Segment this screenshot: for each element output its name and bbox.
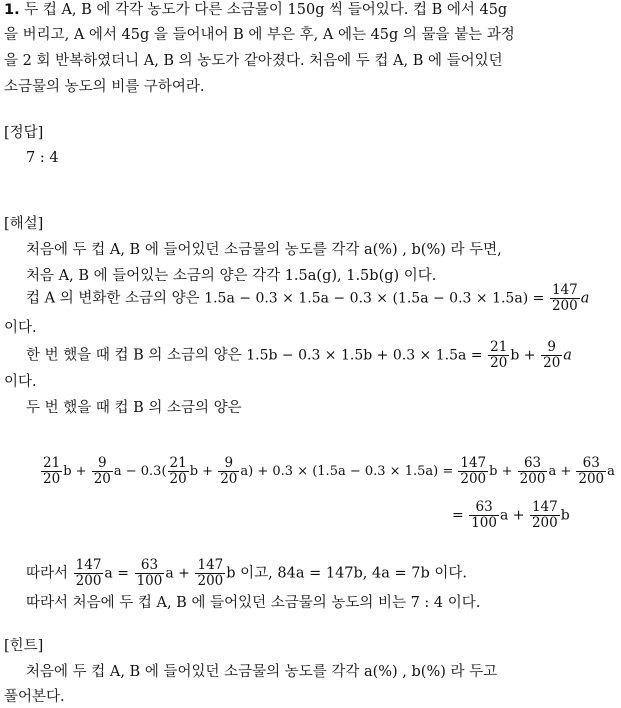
- solution-line-4: 한 번 했을 때 컵 B 의 소금의 양은 1.5b − 0.3 × 1.5b + 0.3 × 1.5a = $\frac{21}{20}$ b + $\frac{9}{20}$ a: [26, 339, 572, 371]
- solution-heading: [해설]: [4, 216, 44, 232]
- fraction: $\frac{63}{100}$: [471, 499, 497, 531]
- solution-line-4-expr: 1.5b − 0.3 × 1.5b + 0.3 × 1.5a =: [246, 347, 483, 364]
- solution-line-4-end: 이다.: [4, 374, 37, 390]
- problem-line-2: 을 버리고, A 에서 45g 을 들어내어 B 에 부은 후, A 에는 45g 의 물을 붙는 과정: [4, 27, 515, 43]
- fraction: $\frac{9}{20}$: [93, 455, 111, 487]
- problem-line-4: 소금물의 농도의 비를 구하여라.: [4, 79, 205, 95]
- solution-line-5: 두 번 했을 때 컵 B 의 소금의 양은: [26, 400, 242, 416]
- problem-line-3: 을 2 회 반복하였더니 A, B 의 농도가 같아졌다. 처음에 두 컵 A, B 에 들어있던: [4, 53, 503, 69]
- fraction: $\frac{63}{100}$: [136, 557, 163, 589]
- fraction: $\frac{21}{20}$: [490, 339, 508, 371]
- fraction: $\frac{147}{200}$: [460, 455, 487, 487]
- solution-line-3-expr: 1.5a − 0.3 × 1.5a − 0.3 × (1.5a − 0.3 × 1.5a) =: [204, 290, 545, 307]
- hint-heading: [힌트]: [4, 638, 44, 654]
- solution-line-3-end: 이다.: [4, 320, 37, 336]
- problem-text-1: 두 컵 A, B 에 각각 농도가 다른 소금물이 150g 씩 들어있다. 컵 B 에서 45g: [24, 2, 508, 18]
- equation-line-1: $\frac{21}{20}$ b + $\frac{9}{20}$ a − 0.3( $\frac{21}{20}$ b + $\frac{9}{20}$ a) + 0.3 × (1.5a − 0.3 × 1.5a) = $\frac{147}{200}$ b + $\frac{63}{200}$ a + $\frac{63}{200}$ a: [43, 455, 615, 487]
- solution-line-1: 처음에 두 컵 A, B 에 들어있던 소금물의 농도를 각각 a(%) , b(%) 라 두면,: [26, 242, 502, 258]
- solution-line-7: 따라서 처음에 두 컵 A, B 에 들어있던 소금물의 농도의 비는 7 : 4 이다.: [26, 595, 481, 611]
- problem-line-1: [4, 0, 507, 20]
- equation-line-2: = $\frac{63}{100}$ a + $\frac{147}{200}$ b: [452, 499, 570, 531]
- hint-line-1: 처음에 두 컵 A, B 에 들어있던 소금물의 농도를 각각 a(%) , b(%) 라 두고: [26, 664, 498, 680]
- solution-line-3-text: 컵 A 의 변화한 소금의 양은: [26, 290, 205, 307]
- hint-line-2: 풀어본다.: [4, 689, 65, 705]
- fraction: $\frac{147}{200}$: [75, 557, 102, 589]
- fraction: $\frac{147}{200}$: [531, 499, 558, 531]
- solution-line-2: 처음 A, B 에 들어있는 소금의 양은 각각 1.5a(g), 1.5b(g) 이다.: [26, 268, 437, 284]
- fraction: $\frac{21}{20}$: [43, 455, 61, 487]
- fraction: $\frac{147}{200}$: [197, 557, 224, 589]
- solution-line-3: 컵 A 의 변화한 소금의 양은 1.5a − 0.3 × 1.5a − 0.3 × (1.5a − 0.3 × 1.5a) = $\frac{147}{200}$ a: [26, 282, 590, 314]
- solution-line-4-text: 한 번 했을 때 컵 B 의 소금의 양은: [26, 347, 247, 364]
- fraction: $\frac{9}{20}$: [220, 455, 238, 487]
- problem-number: 1.: [4, 2, 20, 18]
- answer-value: 7 : 4: [26, 150, 59, 166]
- fraction: $\frac{63}{200}$: [578, 455, 605, 487]
- fraction: $\frac{147}{200}$: [551, 282, 578, 314]
- answer-heading: [정답]: [4, 125, 44, 141]
- fraction: $\frac{21}{20}$: [169, 455, 187, 487]
- fraction: $\frac{63}{200}$: [519, 455, 546, 487]
- fraction: $\frac{9}{20}$: [543, 339, 561, 371]
- solution-line-6: 따라서 $\frac{147}{200}$ a = $\frac{63}{100}$ a + $\frac{147}{200}$ b 이고, 84a = 147b, 4a = 7b 이다.: [26, 557, 468, 589]
